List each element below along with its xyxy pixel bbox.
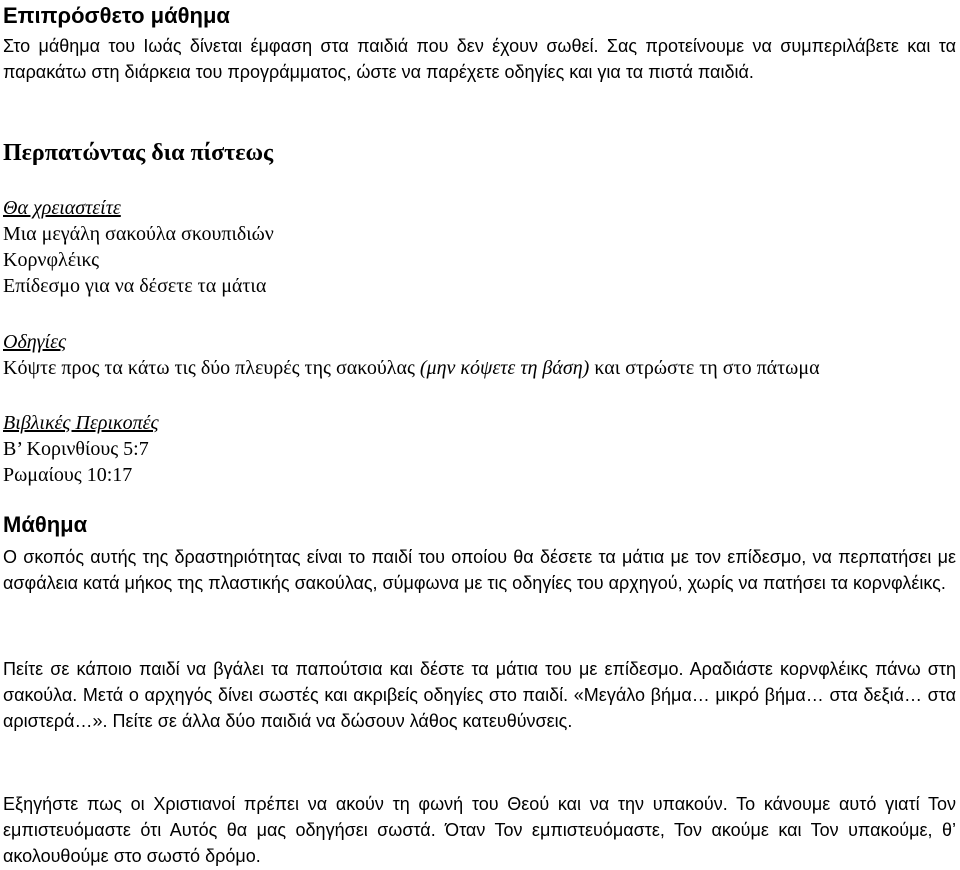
needs-item: Επίδεσμο για να δέσετε τα μάτια: [3, 275, 267, 297]
lesson-heading: Μάθημα: [3, 512, 88, 537]
instructions-part: Κόψτε προς τα κάτω τις δύο πλευρές της σακούλας: [3, 357, 420, 379]
scripture-ref: Β’ Κορινθίους 5:7: [3, 438, 149, 460]
supplement-intro: Στο μάθημα του Ιωάς δίνεται έμφαση στα παιδιά που δεν έχουν σωθεί. Σας προτείνουμε να συμπεριλάβετε και τα παρακάτω στη διάρκεια του προγράμματος, ώστε να παρέχετε οδηγίες και για τα πιστά παιδιά.: [3, 36, 956, 82]
needs-item: Κορνφλέικς: [3, 249, 100, 271]
instructions-italic: (μην κόψετε τη βάση): [419, 357, 590, 379]
lesson-paragraph: Εξηγήστε πως οι Χριστιανοί πρέπει να ακούν τη φωνή του Θεού και να την υπακούν. Το κάνουμε αυτό γιατί Τον εμπιστευόμαστε ότι Αυτός θα μας οδηγήσει σωστά. Όταν Τον εμπιστευόμαστε, Τον ακούμε και Τον υπακούμε, θ’ ακολουθούμε στο σωστό δρόμο.: [3, 794, 956, 866]
instructions-part: και στρώστε τη στο πάτωμα: [589, 357, 820, 379]
instructions-text: [3, 355, 956, 381]
instructions-label: Οδηγίες: [3, 331, 67, 353]
scripture-label: Βιβλικές Περικοπές: [3, 412, 159, 434]
needs-item: Μια μεγάλη σακούλα σκουπιδιών: [3, 223, 274, 245]
lesson-paragraph: Πείτε σε κάποιο παιδί να βγάλει τα παπούτσια και δέστε τα μάτια του με επίδεσμο. Αραδιάστε κορνφλέικς πάνω στη σακούλα. Μετά ο αρχηγός δίνει σωστές και ακριβείς οδηγίες στο παιδί. «Μεγάλο βήμα… μικρό βήμα… στα δεξιά… στα αριστερά…». Πείτε σε άλλα δύο παιδιά να δώσουν λάθος κατευθύνσεις.: [3, 659, 956, 731]
activity-title: Περπατώντας δια πίστεως: [3, 140, 274, 166]
scripture-section: [3, 410, 159, 488]
lesson-paragraph: Ο σκοπός αυτής της δραστηριότητας είναι το παιδί του οποίου θα δέσετε τα μάτια με τον επίδεσμο, να περπατήσει με ασφάλεια κατά μήκος της πλαστικής σακούλας, σύμφωνα με τις οδηγίες του αρχηγού, χωρίς να πατήσει τα κορνφλέικς.: [3, 547, 956, 593]
instructions-section: [3, 329, 956, 381]
supplement-title: Επιπρόσθετο μάθημα: [3, 3, 230, 28]
scripture-ref: Ρωμαίους 10:17: [3, 464, 133, 486]
needs-label: Θα χρειαστείτε: [3, 197, 121, 219]
needs-section: [3, 195, 274, 299]
